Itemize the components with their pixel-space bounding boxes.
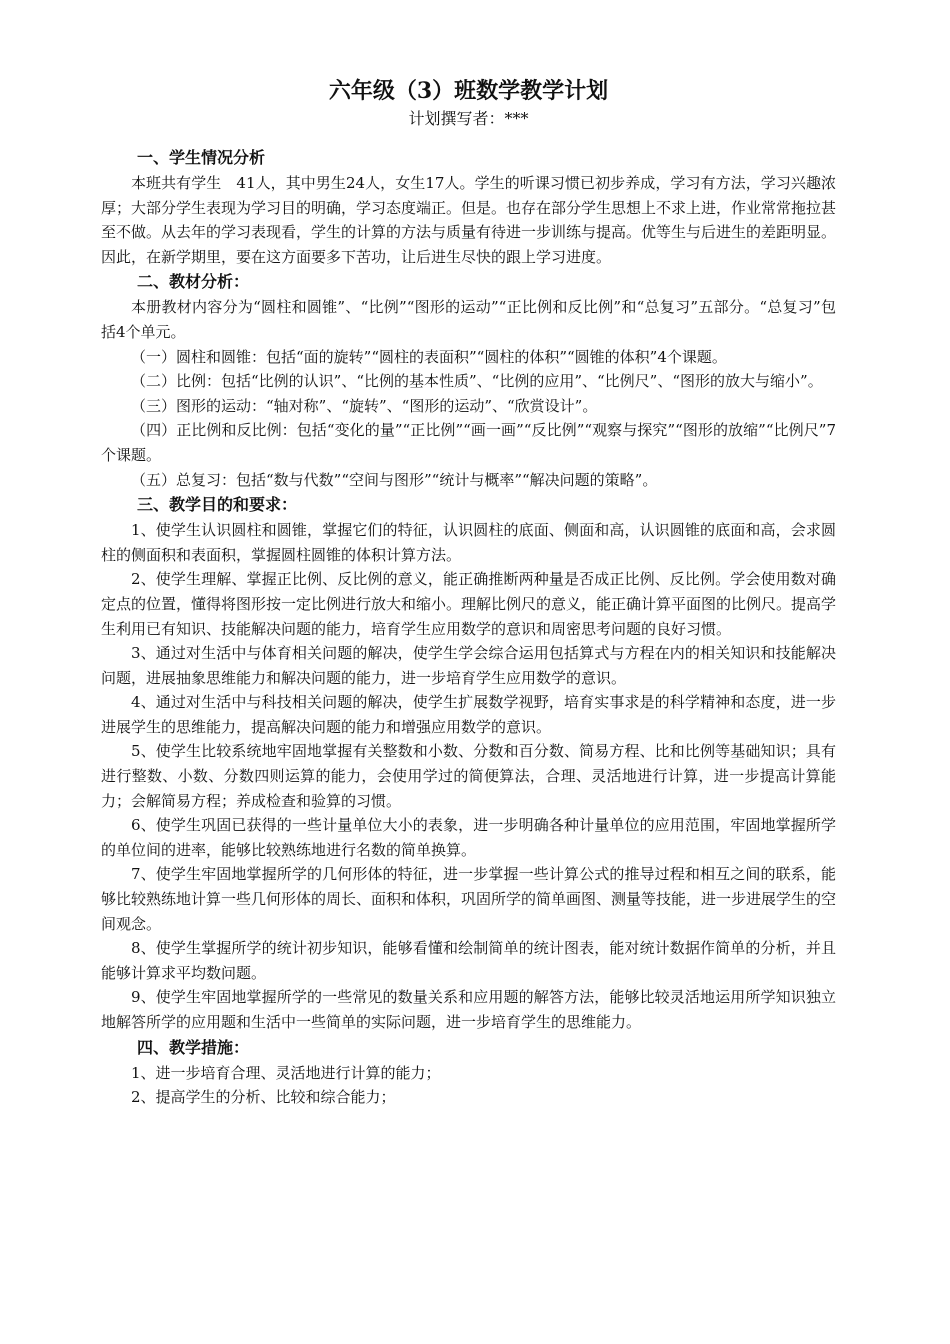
paragraph: 本册教材内容分为“圆柱和圆锥”、“比例”“图形的运动”“正比例和反比例”和“总复习”五部分。“总复习”包括4个单元。 xyxy=(101,298,836,341)
paragraph: 3、通过对生活中与体育相关问题的解决，使学生学会综合运用包括算式与方程在内的相关知识和技能解决问题，进展抽象思维能力和解决问题的能力，进一步培育学生应用数学的意识。 xyxy=(101,644,836,687)
paragraph: 9、使学生牢固地掌握所学的一些常见的数量关系和应用题的解答方法，能够比较灵活地运用所学知识独立地解答所学的应用题和生活中一些简单的实际问题，进一步培育学生的思维能力。 xyxy=(101,988,836,1031)
section-heading-teaching-goals: 三、教学目的和要求： xyxy=(137,495,298,515)
document-title: 六年级（3）班数学教学计划 xyxy=(328,78,609,104)
paragraph: （二）比例：包括“比例的认识”、“比例的基本性质”、“比例的应用”、“比例尺”、“图形的放大与缩小”。 xyxy=(131,372,823,391)
paragraph: 本班共有学生 41人，其中男生24人，女生17人。学生的听课习惯已初步养成，学习有方法，学习兴趣浓厚；大部分学生表现为学习目的明确，学习态度端正。但是。也存在部分学生思想上不求上进，作业常常拖拉甚至不做。从去年的学习表现看，学生的计算的方法与质量有待进一步训练与提高。优等生与后进生的差距明显。因此，在新学期里，要在这方面要多下苦功，让后进生尽快的跟上学习进度。 xyxy=(101,174,837,266)
paragraph: （四）正比例和反比例：包括“变化的量”“正比例”“画一画”“反比例”“观察与探究”“图形的放缩”“比例尺”7个课题。 xyxy=(101,421,836,464)
section-heading-textbook-analysis: 二、教材分析： xyxy=(137,272,250,292)
paragraph: 7、使学生牢固地掌握所学的几何形体的特征，进一步掌握一些计算公式的推导过程和相互之间的联系，能够比较熟练地计算一些几何形体的周长、面积和体积，巩固所学的简单画图、测量等技能，进一步进展学生的空间观念。 xyxy=(101,865,837,933)
paragraph: 5、使学生比较系统地牢固地掌握有关整数和小数、分数和百分数、简易方程、比和比例等基础知识；具有进行整数、小数、分数四则运算的能力，会使用学过的简便算法，合理、灵活地进行计算，进一步提高计算能力；会解简易方程；养成检查和验算的习惯。 xyxy=(101,742,836,810)
paragraph: 6、使学生巩固已获得的一些计量单位大小的表象，进一步明确各种计量单位的应用范围，牢固地掌握所学的单位间的进率，能够比较熟练地进行名数的简单换算。 xyxy=(101,816,836,859)
paragraph: （一）圆柱和圆锥：包括“面的旋转”“圆柱的表面积”“圆柱的体积”“圆锥的体积”4个课题。 xyxy=(131,347,727,366)
section-heading-teaching-measures: 四、教学措施： xyxy=(137,1037,250,1057)
section-heading-student-analysis: 一、学生情况分析 xyxy=(137,148,266,167)
paragraph: 2、提高学生的分析、比较和综合能力； xyxy=(131,1088,396,1107)
document-page xyxy=(101,74,836,1110)
paragraph: 1、进一步培育合理、灵活地进行计算的能力； xyxy=(131,1063,441,1082)
document-author: 计划撰写者：*** xyxy=(408,109,529,128)
paragraph: （五）总复习：包括“数与代数”“空间与图形”“统计与概率”“解决问题的策略”。 xyxy=(131,470,658,489)
paragraph: 1、使学生认识圆柱和圆锥，掌握它们的特征，认识圆柱的底面、侧面和高，认识圆锥的底面和高，会求圆柱的侧面积和表面积，掌握圆柱圆锥的体积计算方法。 xyxy=(101,521,836,564)
paragraph: （三）图形的运动：“轴对称”、“旋转”、“图形的运动”、“欣赏设计”。 xyxy=(131,396,598,415)
paragraph: 2、使学生理解、掌握正比例、反比例的意义，能正确推断两种量是否成正比例、反比例。学会使用数对确定点的位置，懂得将图形按一定比例进行放大和缩小。理解比例尺的意义，能正确计算平面图的比例尺。提高学生利用已有知识、技能解决问题的能力，培育学生应用数学的意识和周密思考问题的良好习惯。 xyxy=(101,570,837,638)
paragraph: 4、通过对生活中与科技相关问题的解决，使学生扩展数学视野，培育实事求是的科学精神和态度，进一步进展学生的思维能力，提高解决问题的能力和增强应用数学的意识。 xyxy=(101,693,836,736)
paragraph: 8、使学生掌握所学的统计初步知识，能够看懂和绘制简单的统计图表，能对统计数据作简单的分析，并且能够计算求平均数问题。 xyxy=(101,939,836,982)
